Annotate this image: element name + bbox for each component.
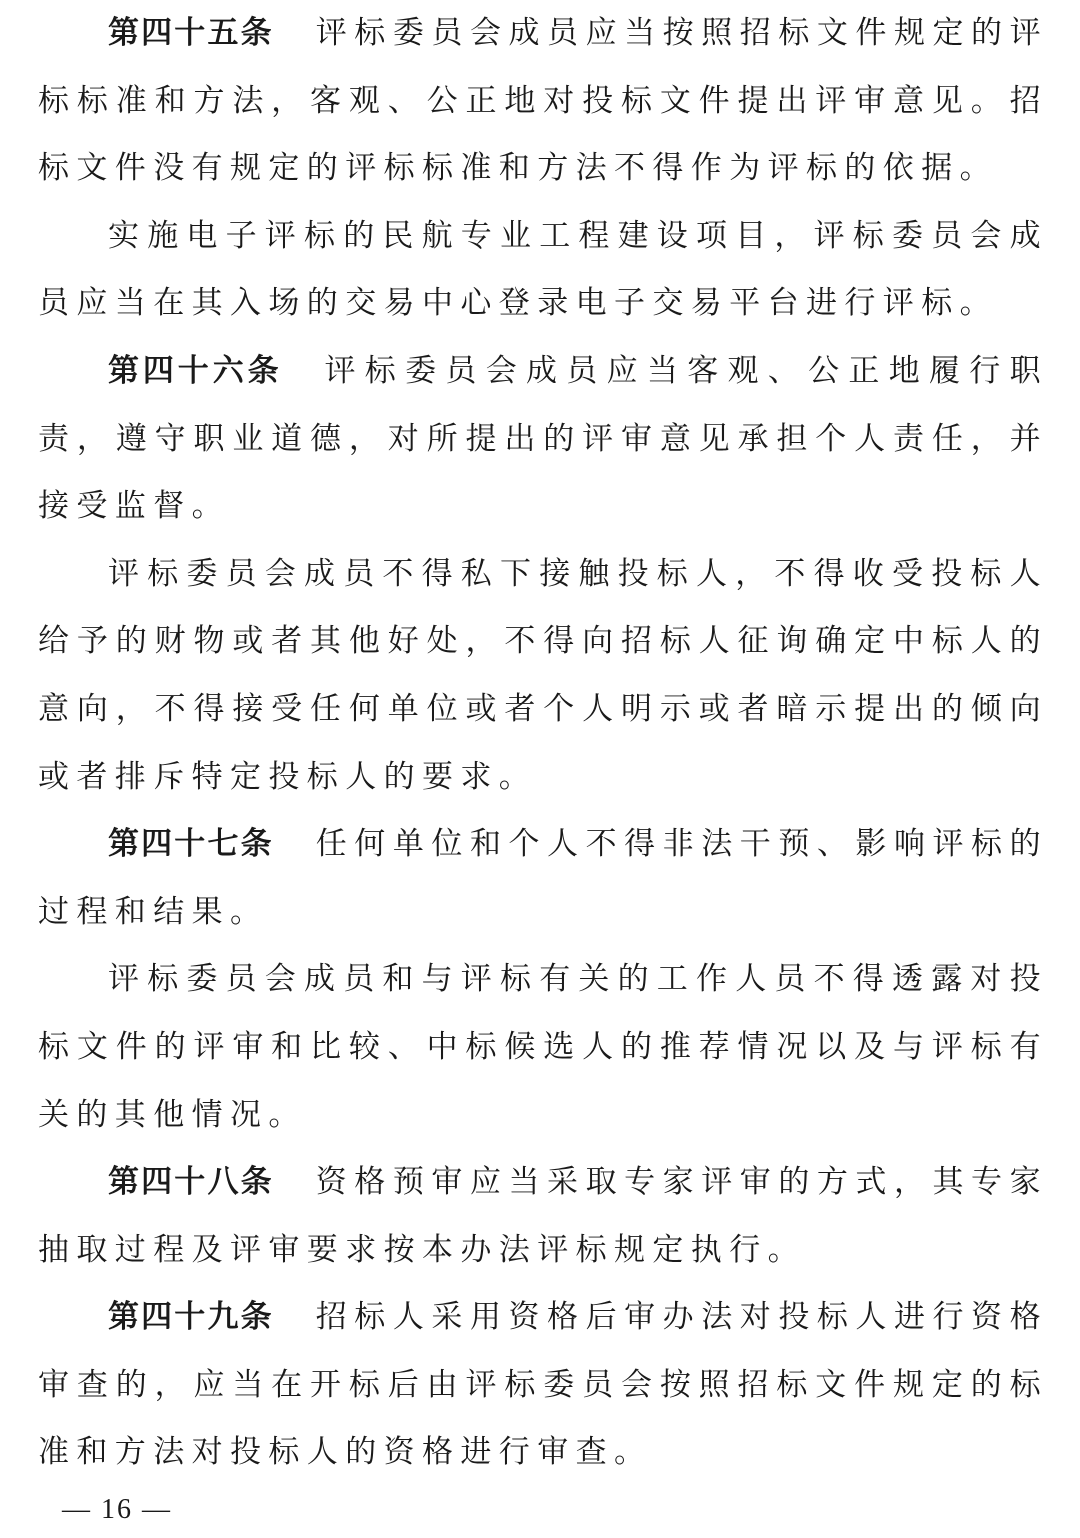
article-label: 第四十八条	[108, 1164, 274, 1201]
article-label: 第四十五条	[108, 15, 274, 51]
paragraph-article-45-cont	[38, 203, 1048, 338]
paragraph-article-47	[38, 811, 1048, 946]
paragraph-text: 资格预审应当采取专家评审的方式，其专家抽取过程及评审要求按本办法评标规定执行。	[38, 1164, 1049, 1268]
paragraph-text: 招标人采用资格后审办法对投标人进行资格审查的，应当在开标后由评标委员会按照招标文件规定的标准和方法对投标人的资格进行审查。	[38, 1299, 1049, 1471]
paragraph-article-46-cont	[38, 541, 1048, 811]
paragraph-article-49	[38, 1284, 1048, 1487]
article-label: 第四十九条	[108, 1299, 274, 1336]
page-number: — 16 —	[62, 1494, 172, 1525]
paragraph-article-46	[38, 338, 1048, 541]
paragraph-article-48	[38, 1149, 1048, 1284]
article-label: 第四十七条	[108, 826, 274, 863]
paragraph-text: 任何单位和个人不得非法干预、影响评标的过程和结果。	[38, 826, 1049, 930]
paragraph-text: 评标委员会成员和与评标有关的工作人员不得透露对投标文件的评审和比较、中标候选人的推荐情况以及与评标有关的其他情况。	[38, 961, 1048, 1133]
document-body	[38, 0, 1048, 1487]
paragraph-article-45	[38, 0, 1048, 203]
paragraph-text: 评标委员会成员不得私下接触投标人，不得收受投标人给予的财物或者其他好处，不得向招标人征询确定中标人的意向，不得接受任何单位或者个人明示或者暗示提出的倾向或者排斥特定投标人的要求。	[38, 555, 1048, 795]
paragraph-text: 评标委员会成员应当按照招标文件规定的评标标准和方法，客观、公正地对投标文件提出评审意见。招标文件没有规定的评标标准和方法不得作为评标的依据。	[38, 15, 1049, 187]
article-label: 第四十六条	[108, 352, 283, 389]
paragraph-text: 评标委员会成员应当客观、公正地履行职责，遵守职业道德，对所提出的评审意见承担个人责任，并接受监督。	[38, 352, 1048, 525]
paragraph-text: 实施电子评标的民航专业工程建设项目，评标委员会成员应当在其入场的交易中心登录电子交易平台进行评标。	[38, 217, 1048, 322]
paragraph-article-47-cont	[38, 946, 1048, 1149]
